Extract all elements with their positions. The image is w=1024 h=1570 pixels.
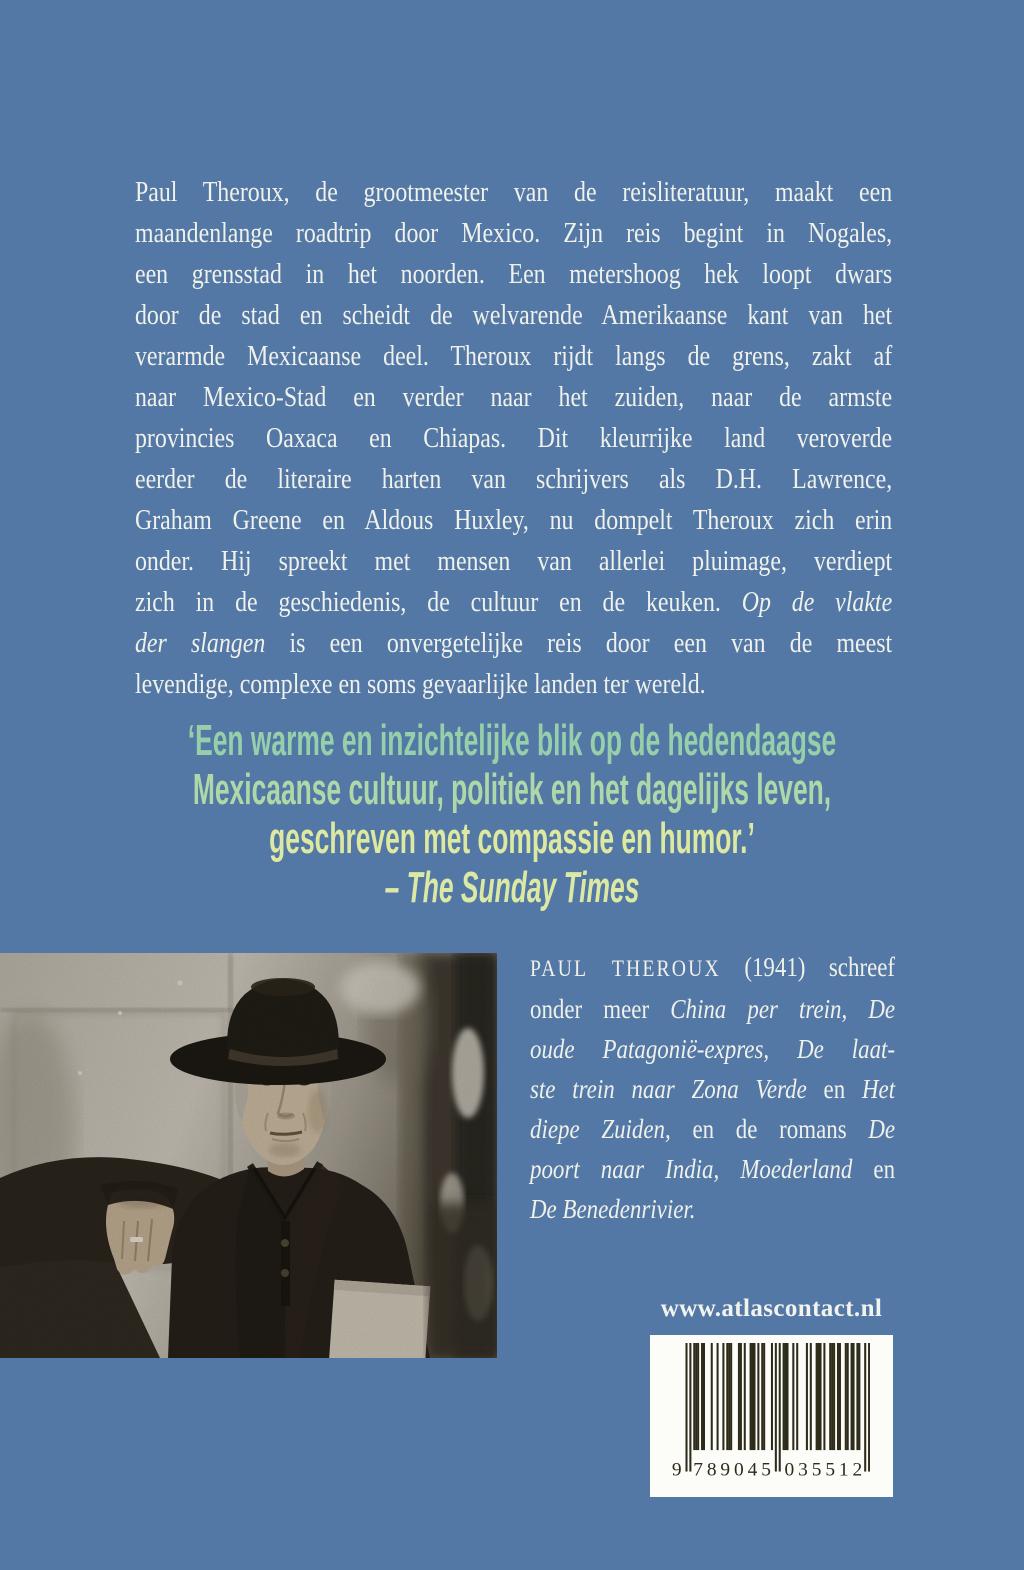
italic-text: De [868,1114,896,1144]
text-line: provincies Oaxaca en Chiapas. Dit kleurrijke land veroverde [135,422,893,454]
author-bio [530,947,960,1229]
text-line: onder meer China per trein, De [530,994,896,1024]
svg-text:0: 0 [784,1459,795,1481]
svg-text:5: 5 [811,1459,822,1481]
italic-text: China per trein, De [670,994,896,1024]
text-line: Mexicaanse cultuur, politiek en het dagelijks leven, [192,765,832,814]
text-line [530,1189,895,1229]
text-line: – The Sunday Times [384,863,640,912]
website-url: www.atlascontact.nl [660,1295,883,1322]
text-line: PAUL THEROUX (1941) schreef [530,952,896,982]
text-line: diepe Zuiden, en de romans De [530,1114,896,1144]
svg-text:5: 5 [761,1459,771,1481]
text-line: verarmde Mexicaanse deel. Theroux rijdt langs de grens, zakt af [135,340,893,372]
author-photo [0,953,497,1358]
press-quote [0,716,1024,912]
italic-text: poort naar India, Moederland [530,1154,853,1184]
svg-text:9: 9 [720,1459,731,1481]
italic-text: der slangen [135,627,266,659]
blurb-paragraph [135,172,1024,705]
text-line: onder. Hij spreekt met mensen van allerlei pluimage, verdiept [135,545,893,577]
svg-text:2: 2 [852,1459,863,1481]
text-line: geschreven met compassie en humor.’ [269,814,755,863]
text-line: zich in de geschiedenis, de cultuur en de keuken. Op de vlakte [135,586,893,618]
svg-text:3: 3 [798,1459,808,1481]
svg-text:8: 8 [706,1459,717,1481]
text-line [530,1029,895,1069]
italic-text: Op de vlakte [741,586,893,618]
italic-text: ste trein naar Zona Verde [530,1074,807,1104]
ean-barcode [668,1343,870,1491]
svg-text:5: 5 [825,1459,836,1481]
text-line: maandenlange roadtrip door Mexico. Zijn reis begint in Nogales, [135,217,893,249]
text-line: poort naar India, Moederland en [530,1154,896,1184]
text-line: door de stad en scheidt de welvarende Amerikaanse kant van het [135,299,893,331]
svg-text:0: 0 [734,1459,744,1481]
text-line: ste trein naar Zona Verde en Het [530,1074,896,1104]
barcode [650,1335,893,1497]
text-line: Paul Theroux, de grootmeester van de reisliteratuur, maakt een [135,176,893,208]
text-line: naar Mexico-Stad en verder naar het zuiden, naar de armste [135,381,893,413]
text-line: der slangen is een onvergetelijke reis door een van de meest [135,627,893,659]
text-line: levendige, complexe en soms gevaarlijke landen ter wereld. [135,668,706,700]
svg-text:7: 7 [693,1459,703,1481]
text-line: ‘Een warme en inzichtelijke blik op de hedendaagse [187,716,837,765]
smallcaps-text: PAUL THEROUX [530,956,721,982]
italic-text: oude Patagonië-expres, De laat- [530,1034,896,1064]
italic-text: De Benedenrivier. [530,1194,696,1224]
italic-text: diepe Zuiden, [530,1114,671,1144]
italic-text: Het [861,1074,896,1104]
text-line: Graham Greene en Aldous Huxley, nu dompelt Theroux zich erin [135,504,893,536]
text-line: eerder de literaire harten van schrijvers als D.H. Lawrence, [135,463,893,495]
author-photo-illustration [0,953,497,1358]
svg-text:9: 9 [671,1459,682,1481]
svg-text:4: 4 [747,1459,758,1481]
svg-text:1: 1 [838,1459,849,1481]
text-line: een grensstad in het noorden. Een metershoog hek loopt dwars [135,258,893,290]
